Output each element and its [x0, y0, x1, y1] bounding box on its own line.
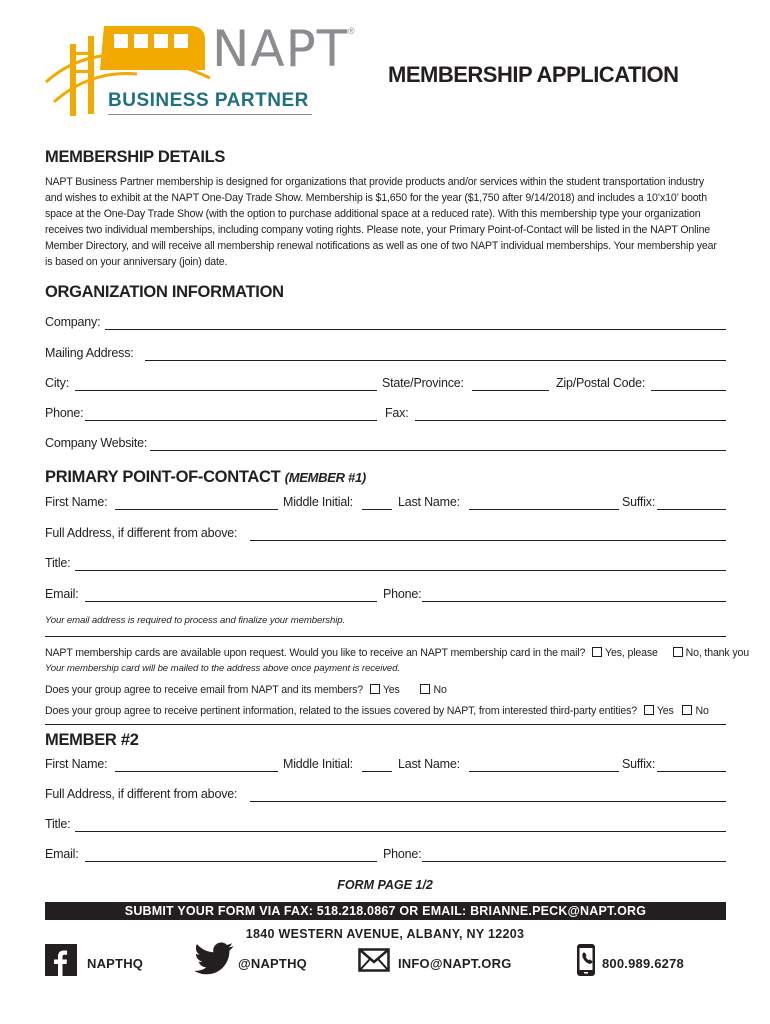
- m2-first-name-label: First Name:: [45, 757, 108, 771]
- state-label: State/Province:: [382, 376, 464, 390]
- page-title: MEMBERSHIP APPLICATION: [388, 62, 679, 87]
- mailing-address: 1840 WESTERN AVENUE, ALBANY, NY 12203: [245, 927, 525, 941]
- last-name-field[interactable]: [469, 509, 619, 510]
- fax-label: Fax:: [385, 406, 409, 420]
- mailing-row: [45, 346, 726, 364]
- third-party-yes-checkbox[interactable]: [644, 705, 654, 715]
- twitter-handle: @NAPTHQ: [238, 956, 307, 971]
- email-field[interactable]: [85, 601, 377, 602]
- m2-first-name-field[interactable]: [115, 771, 278, 772]
- divider: [45, 636, 726, 637]
- email-no-label: No: [433, 684, 447, 696]
- primary-name-row: [45, 495, 726, 513]
- member2-email-row: [45, 847, 726, 865]
- third-party-no-label: No: [695, 705, 709, 717]
- m2-suffix-label: Suffix:: [622, 757, 656, 771]
- fax-field[interactable]: [415, 420, 726, 421]
- m2-email-label: Email:: [45, 847, 79, 861]
- section-heading-membership-details: MEMBERSHIP DETAILS: [45, 148, 226, 166]
- membership-card-note: Your membership card will be mailed to the address above once payment is received.: [45, 663, 400, 674]
- mailing-address-field[interactable]: [145, 360, 726, 361]
- city-label: City:: [45, 376, 70, 390]
- email-address: INFO@NAPT.ORG: [398, 956, 512, 971]
- suffix-label: Suffix:: [622, 495, 656, 509]
- facebook-handle: NAPTHQ: [87, 956, 144, 971]
- m2-last-name-field[interactable]: [469, 771, 619, 772]
- last-name-label: Last Name:: [398, 495, 460, 509]
- company-field[interactable]: [105, 329, 726, 330]
- logo-subtitle: BUSINESS PARTNER: [108, 90, 309, 111]
- registered-mark: ®: [348, 26, 355, 36]
- email-no-checkbox[interactable]: [420, 684, 430, 694]
- website-field[interactable]: [150, 450, 726, 451]
- divider: [45, 724, 726, 725]
- m2-middle-initial-field[interactable]: [362, 771, 392, 772]
- card-no-checkbox[interactable]: [673, 647, 683, 657]
- zip-field[interactable]: [651, 390, 726, 391]
- phone-fax-row: [45, 406, 726, 424]
- primary-email-row: [45, 587, 726, 605]
- details-line: receives two individual memberships, including company voting rights. Please note, your Primary Point-of-Contact will be listed in the NAPT Online: [45, 224, 711, 236]
- company-row: [45, 315, 726, 333]
- logo-wordmark: NAPT: [212, 20, 349, 78]
- form-page-indicator: FORM PAGE 1/2: [337, 878, 433, 892]
- mailing-address-label: Mailing Address:: [45, 346, 134, 360]
- email-requirement-note: Your email address is required to process and finalize your membership.: [45, 615, 346, 626]
- details-line: space at the One-Day Trade Show (with the option to purchase additional space at a reduced rate). With this membership type your organization: [45, 208, 701, 220]
- m2-last-name-label: Last Name:: [398, 757, 460, 771]
- full-address-field[interactable]: [250, 540, 726, 541]
- m2-phone-label: Phone:: [383, 847, 422, 861]
- m2-suffix-field[interactable]: [657, 771, 726, 772]
- website-label: Company Website:: [45, 436, 148, 450]
- details-line: Member Directory, and will receive all membership renewal notifications as well as one of two NAPT individual memberships. Your membership year: [45, 240, 717, 252]
- company-label: Company:: [45, 315, 101, 329]
- third-party-question: Does your group agree to receive pertinent information, related to the issues covered by NAPT, from interested third-party entities?: [45, 705, 638, 717]
- napt-logo: [42, 20, 355, 120]
- envelope-icon: [358, 948, 390, 972]
- logo-underline: [108, 114, 312, 115]
- m2-full-address-label: Full Address, if different from above:: [45, 787, 238, 801]
- m2-email-field[interactable]: [85, 861, 377, 862]
- card-yes-label: Yes, please: [605, 647, 658, 659]
- third-party-question-row: [45, 705, 709, 717]
- details-line: and wishes to exhibit at the NAPT One-Day Trade Show. Membership is $1,650 for the year ($1,750 after 9/14/2018) and includes a 10’x10’ booth: [45, 192, 707, 204]
- primary-title-row: [45, 556, 726, 574]
- facebook-icon: [45, 944, 77, 976]
- email-yes-checkbox[interactable]: [370, 684, 380, 694]
- state-field[interactable]: [472, 390, 549, 391]
- section-heading-member-2: MEMBER #2: [45, 731, 139, 749]
- email-question-row: [45, 684, 447, 696]
- email-label: Email:: [45, 587, 79, 601]
- org-phone-label: Phone:: [45, 406, 84, 420]
- first-name-field[interactable]: [115, 509, 278, 510]
- m2-title-field[interactable]: [75, 831, 726, 832]
- zip-label: Zip/Postal Code:: [556, 376, 646, 390]
- website-row: [45, 436, 726, 454]
- section-heading-primary-contact: [45, 468, 366, 487]
- primary-heading-text: PRIMARY POINT-OF-CONTACT: [45, 468, 281, 486]
- full-address-label: Full Address, if different from above:: [45, 526, 238, 540]
- title-label: Title:: [45, 556, 71, 570]
- member2-title-row: [45, 817, 726, 835]
- first-name-label: First Name:: [45, 495, 108, 509]
- third-party-no-checkbox[interactable]: [682, 705, 692, 715]
- member2-address-row: [45, 787, 726, 805]
- card-yes-checkbox[interactable]: [592, 647, 602, 657]
- membership-card-question: NAPT membership cards are available upon request. Would you like to receive an NAPT membership card in the mail?: [45, 647, 586, 659]
- middle-initial-label: Middle Initial:: [283, 495, 353, 509]
- m2-full-address-field[interactable]: [250, 801, 726, 802]
- city-field[interactable]: [75, 390, 377, 391]
- details-line: NAPT Business Partner membership is designed for organizations that provide products and/or services within the student transportation industry: [45, 176, 705, 188]
- section-heading-organization: ORGANIZATION INFORMATION: [45, 283, 284, 301]
- details-line: is based on your anniversary (join) date.: [45, 256, 228, 268]
- city-row: [45, 376, 726, 394]
- suffix-field[interactable]: [657, 509, 726, 510]
- primary-heading-note: (MEMBER #1): [284, 470, 366, 485]
- card-no-label: No, thank you: [685, 647, 749, 659]
- phone-label: Phone:: [383, 587, 422, 601]
- middle-initial-field[interactable]: [362, 509, 392, 510]
- m2-phone-field[interactable]: [422, 861, 726, 862]
- title-field[interactable]: [75, 570, 726, 571]
- mobile-phone-icon: [576, 943, 596, 977]
- phone-field[interactable]: [422, 601, 726, 602]
- member2-name-row: [45, 757, 726, 775]
- twitter-icon: [194, 942, 234, 976]
- third-party-yes-label: Yes: [656, 705, 674, 717]
- org-phone-field[interactable]: [85, 420, 377, 421]
- phone-number: 800.989.6278: [602, 956, 684, 971]
- m2-middle-initial-label: Middle Initial:: [283, 757, 353, 771]
- primary-address-row: [45, 526, 726, 544]
- membership-card-question-row: [45, 647, 749, 659]
- email-yes-label: Yes: [382, 684, 400, 696]
- email-question: Does your group agree to receive email from NAPT and its members?: [45, 684, 364, 696]
- submit-instructions-bar: SUBMIT YOUR FORM VIA FAX: 518.218.0867 OR EMAIL: BRIANNE.PECK@NAPT.ORG: [45, 902, 726, 920]
- membership-details-text: [45, 174, 729, 270]
- m2-title-label: Title:: [45, 817, 71, 831]
